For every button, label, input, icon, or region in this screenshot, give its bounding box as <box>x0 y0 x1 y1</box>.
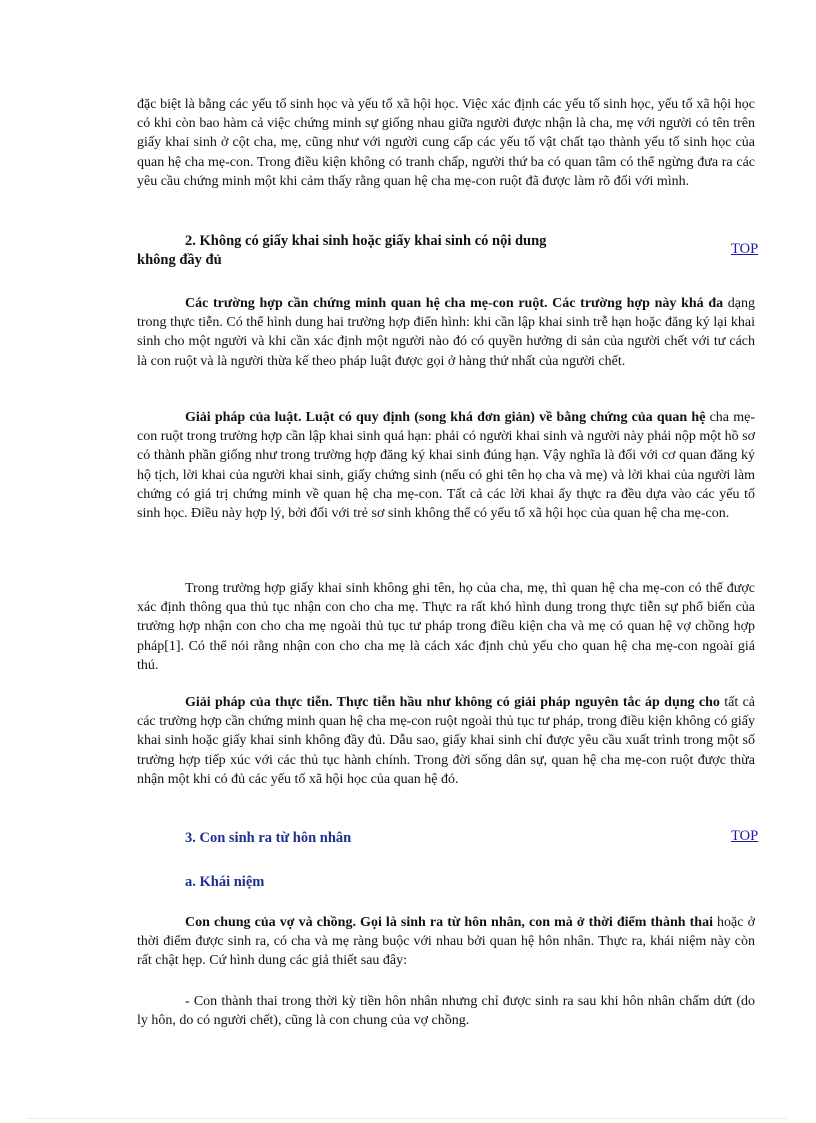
paragraph-cases-lead: Các trường hợp cần chứng minh quan hệ cha mẹ-con ruột. Các trường hợp này khá đa <box>185 296 724 311</box>
paragraph-law-solution-lead: Giải pháp của luật. Luật có quy định (song khá đơn giản) về bằng chứng của quan hệ <box>185 410 706 425</box>
top-link-section-2[interactable]: TOP <box>731 241 759 257</box>
paragraph-practice-solution-text: tất cả các trường hợp cần chứng minh quan hệ cha mẹ-con ruột ngoài thủ tục tư pháp, trong điều kiện không có giấy khai sinh hoặc giấy khai sinh không đầy đủ. Dẫu sao, giấy khai sinh chỉ được yêu cầu xuất trình trong một số trường hợp tiếp xúc với các thủ tục hành chính. Trong đời sống dân sự, quan hệ cha mẹ-con ruột được thừa nhận một khi có đủ các yếu tố xã hội học của quan hệ đó. <box>137 695 756 787</box>
paragraph-cases <box>137 294 755 371</box>
page-bottom-divider <box>28 1118 788 1119</box>
paragraph-law-solution <box>137 408 755 523</box>
paragraph-birth-certificate-text: Trong trường hợp giấy khai sinh không ghi tên, họ của cha, mẹ, thì quan hệ cha mẹ-con có thể được xác định thông qua thủ tục nhận con cho cha mẹ. Thực ra rất khó hình dung trong thực tiễn sự phổ biến của trường hợp nhận con cho cha mẹ ngoài thủ tục tư pháp trong điều kiện cha và mẹ có quan hệ vợ chồng hợp pháp[1]. Có thể nói rằng nhận con cho cha mẹ là cách xác định chủ yếu cho quan hệ cha mẹ-con ngoài giá thú. <box>137 581 755 673</box>
paragraph-practice-solution <box>137 693 755 789</box>
paragraph-joint-child <box>137 913 755 971</box>
paragraph-law-solution-text: cha mẹ-con ruột trong trường hợp cần lập khai sinh quá hạn: phải có người khai sinh và người này phải nộp một hồ sơ có thành phần giống như trong trường hợp đăng ký khai sinh đúng hạn. Vậy nghĩa là đối với cơ quan đăng ký hộ tịch, lời khai của người khai sinh, giấy chứng sinh (nếu có ghi tên họ cha và mẹ) và lời khai của người làm chứng có giá trị chứng minh về quan hệ cha mẹ-con. Tất cả các lời khai ấy thực ra đều dựa vào các yếu tố sinh học. Điều này hợp lý, bởi đối với trẻ sơ sinh không thể có yếu tố xã hội học của quan hệ cha mẹ-con. <box>137 410 755 522</box>
paragraph-birth-certificate <box>137 579 755 675</box>
paragraph-practice-solution-lead: Giải pháp của thực tiễn. Thực tiễn hầu như không có giải pháp nguyên tắc áp dụng cho <box>185 695 720 710</box>
paragraph-joint-child-text: hoặc ở thời điểm được sinh ra, có cha và mẹ ràng buộc với nhau bởi quan hệ hôn nhân. Thực ra, khái niệm này còn rất chật hẹp. Cứ hình dung các giả thiết sau đây: <box>137 915 755 969</box>
section-2-title-line2: không đầy đủ <box>137 252 222 268</box>
paragraph-intro: đặc biệt là bằng các yếu tố sinh học và yếu tố xã hội học. Việc xác định các yếu tố sinh học, yếu tố xã hội học có khi còn bao hàm cả việc chứng minh sự giống nhau giữa người được nhận là cha, mẹ với người có tên trên giấy khai sinh ở cột cha, mẹ, cũng như với người cung cấp các yếu tố vật chất tạo thành yếu tố sinh học của quan hệ cha mẹ-con. Trong điều kiện không có tranh chấp, người thứ ba có quan tâm có thể ngừng đưa ra các yêu cầu chứng minh một khi cảm thấy rằng quan hệ cha mẹ-con ruột đã được làm rõ đối với mình. <box>137 97 755 189</box>
section-2-title-line1: 2. Không có giấy khai sinh hoặc giấy khai sinh có nội dung <box>185 233 547 249</box>
paragraph-hypothesis-text: - Con thành thai trong thời kỳ tiền hôn nhân nhưng chỉ được sinh ra sau khi hôn nhân chấm dứt (do ly hôn, do có người chết), cũng là con chung của vợ chồng. <box>137 994 755 1029</box>
subsection-a-title: a. Khái niệm <box>185 874 265 890</box>
section-3-title: 3. Con sinh ra từ hôn nhân <box>185 830 352 846</box>
paragraph-cases-text: dạng trong thực tiễn. Có thể hình dung hai trường hợp điển hình: khi cần lập khai sinh trễ hạn hoặc đăng ký lại khai sinh cho một người và khi cần xác định một người nào đó có quyền hưởng di sản của người chết với tư cách là con ruột và là người thừa kế theo pháp luật được gọi ở hàng thứ nhất của người chết. <box>137 296 755 369</box>
paragraph-hypothesis <box>137 992 755 1030</box>
top-link-section-3[interactable]: TOP <box>731 828 759 844</box>
paragraph-joint-child-lead: Con chung của vợ và chồng. Gọi là sinh ra từ hôn nhân, con mà ở thời điểm thành thai <box>185 915 713 930</box>
